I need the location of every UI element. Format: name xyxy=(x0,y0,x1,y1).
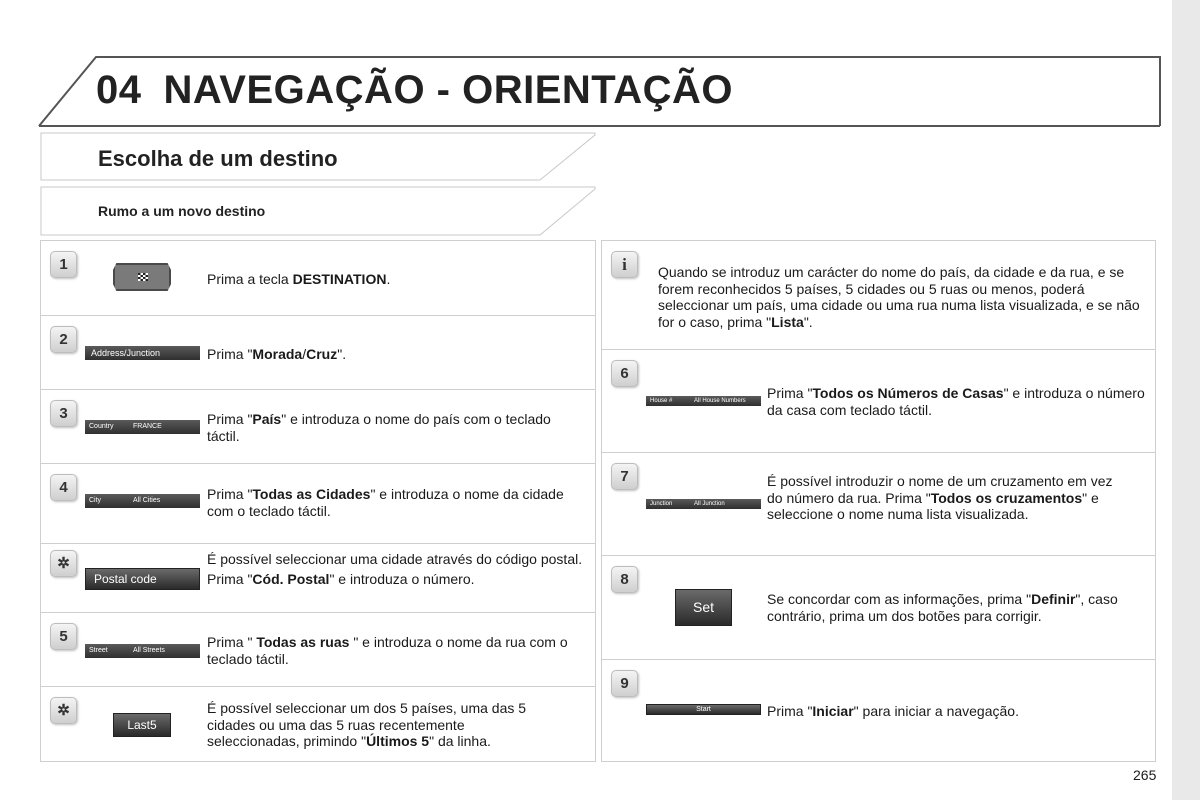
step-7 xyxy=(602,453,1155,556)
step-1-text: Prima a tecla DESTINATION. xyxy=(207,271,391,287)
street-label: Street xyxy=(89,647,108,654)
address-junction-button xyxy=(85,346,200,360)
page-number: 265 xyxy=(1133,767,1157,783)
house-number-label: House # xyxy=(650,398,673,404)
step-4 xyxy=(41,464,595,544)
tip-last-5-text: É possível seleccionar um dos 5 países, uma das 5 cidades ou uma das 5 ruas recentemente seleccionadas, primindo "Últimos 5" da linha. xyxy=(207,700,527,749)
chapter-name: NAVEGAÇÃO - ORIENTAÇÃO xyxy=(163,68,734,112)
step-5 xyxy=(41,613,595,687)
tip-postal-line-1: É possível seleccionar uma cidade através do código postal. xyxy=(207,551,583,567)
section-banner xyxy=(40,132,596,181)
left-steps-column xyxy=(40,240,596,762)
house-number-button xyxy=(646,396,761,406)
tip-postal-code xyxy=(41,544,595,613)
step-5-text: Prima " Todas as ruas " e introduza o nome da rua com o teclado táctil. xyxy=(207,634,568,667)
country-label: Country xyxy=(89,423,114,430)
junction-label: Junction xyxy=(650,501,673,507)
step-badge-4: 4 xyxy=(50,474,77,501)
destination-button xyxy=(113,263,171,291)
step-7-text: É possível introduzir o nome de um cruzamento em vez do número da rua. Prima "Todos os cruzamentos" e seleccione o nome numa lista visualizada. xyxy=(767,473,1113,522)
step-3 xyxy=(41,390,595,464)
step-6 xyxy=(602,350,1155,453)
step-4-text: Prima "Todas as Cidades" e introduza o nome da cidade com o teclado táctil. xyxy=(207,486,564,519)
last5-button: Last5 xyxy=(113,713,171,737)
chapter-number: 04 xyxy=(96,68,142,112)
step-6-text: Prima "Todos os Números de Casas" e introduza o número da casa com teclado táctil. xyxy=(767,385,1145,418)
step-9-text: Prima "Iniciar" para iniciar a navegação. xyxy=(767,703,1019,719)
info-note xyxy=(602,241,1155,350)
tip-last-5 xyxy=(41,687,595,763)
step-badge-2: 2 xyxy=(50,326,77,353)
step-badge-7: 7 xyxy=(611,463,638,490)
step-badge-3: 3 xyxy=(50,400,77,427)
city-value: All Cities xyxy=(133,497,161,504)
subsection-banner xyxy=(40,186,596,236)
info-note-text: Quando se introduz um carácter do nome do país, da cidade e da rua, e se forem reconhecidos 5 países, 5 cidades ou 5 ruas ou menos, poderá seleccionar um país, uma cidade ou uma rua numa lista visualizada, e se não for o caso, prima "Lista". xyxy=(658,264,1140,330)
house-number-value: All House Numbers xyxy=(694,398,746,404)
subsection-title: Rumo a um novo destino xyxy=(98,203,266,219)
step-8-text: Se concordar com as informações, prima "Definir", caso contrário, prima um dos botões para corrigir. xyxy=(767,591,1118,624)
tip-postal-code-text xyxy=(207,551,592,587)
info-icon: i xyxy=(611,251,638,278)
step-2-text: Prima "Morada/Cruz". xyxy=(207,346,347,362)
step-9 xyxy=(602,660,1155,763)
section-title: Escolha de um destino xyxy=(98,146,338,171)
start-button: Start xyxy=(646,704,761,715)
chapter-header xyxy=(38,56,1162,128)
street-value: All Streets xyxy=(133,647,165,654)
tip-badge-1: ✲ xyxy=(50,550,77,577)
country-button xyxy=(85,420,200,434)
junction-value: All Junction xyxy=(694,501,725,507)
right-steps-column xyxy=(601,240,1156,762)
step-1 xyxy=(41,241,595,316)
step-2 xyxy=(41,316,595,390)
junction-button xyxy=(646,499,761,509)
street-button xyxy=(85,644,200,658)
step-badge-9: 9 xyxy=(611,670,638,697)
chapter-title xyxy=(96,68,733,113)
page-edge-strip xyxy=(1172,0,1200,800)
set-button: Set xyxy=(675,589,732,626)
step-badge-5: 5 xyxy=(50,623,77,650)
step-badge-6: 6 xyxy=(611,360,638,387)
tip-badge-2: ✲ xyxy=(50,697,77,724)
step-3-text: Prima "País" e introduza o nome do país com o teclado táctil. xyxy=(207,411,551,444)
city-label: City xyxy=(89,497,102,504)
tip-postal-line-2: Prima "Cód. Postal" e introduza o número. xyxy=(207,570,475,587)
step-badge-8: 8 xyxy=(611,566,638,593)
step-badge-1: 1 xyxy=(50,251,77,278)
checkered-flag-icon xyxy=(138,273,148,281)
address-icon-label: Address/Junction xyxy=(91,348,161,358)
country-value: FRANCE xyxy=(133,423,162,430)
postal-code-button: Postal code xyxy=(85,568,200,590)
city-button xyxy=(85,494,200,508)
step-8 xyxy=(602,556,1155,660)
